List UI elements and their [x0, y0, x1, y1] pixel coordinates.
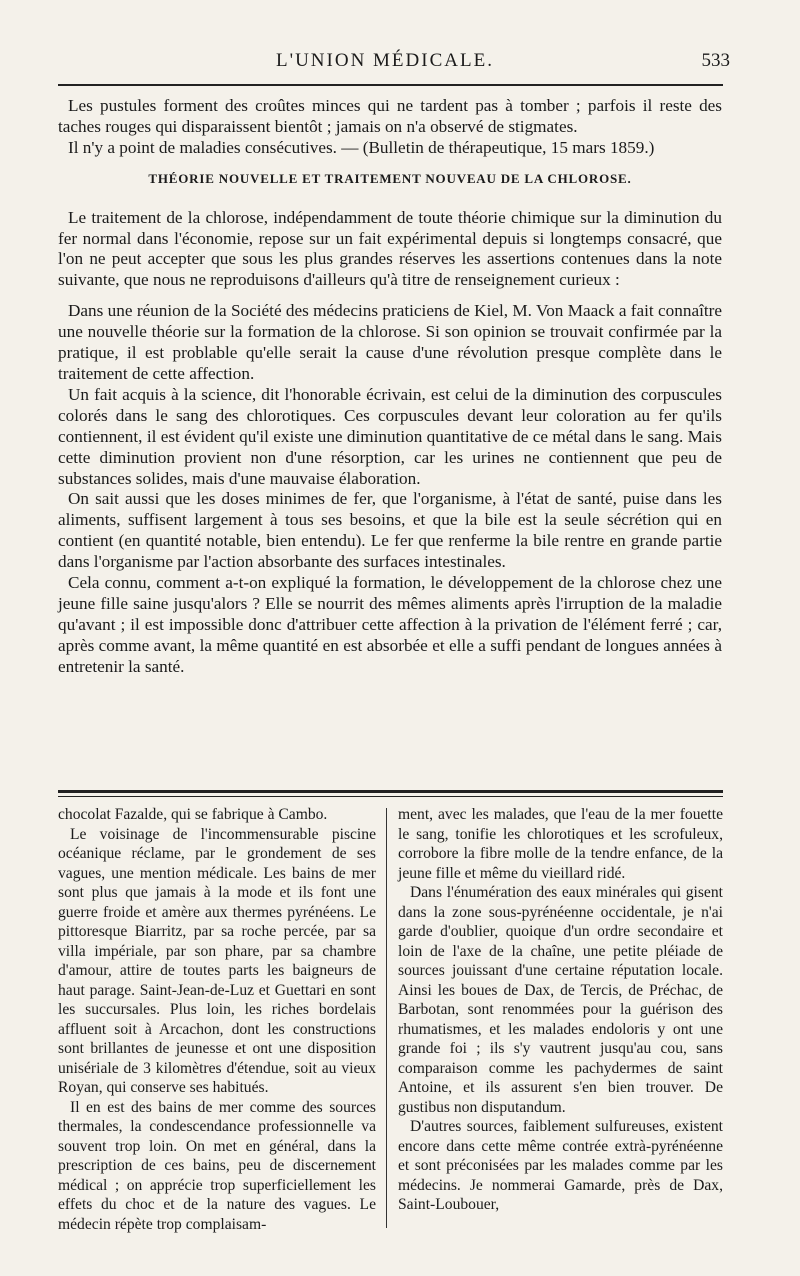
paragraph: On sait aussi que les doses minimes de fer, que l'organisme, à l'état de santé, puise dans les aliments, suffisent largement à tous ses besoins, et que la bile est la seule sécrétion qui en contient (en quantité notable, bien entendu). Le fer que renferme la bile rentre en grande partie dans l'organisme par l'action absorbante des surfaces intestinales.	[58, 489, 722, 572]
header-rule	[58, 84, 723, 86]
paragraph: Les pustules forment des croûtes minces qui ne tardent pas à tomber ; parfois il reste des taches rouges qui disparaissent bientôt ; jamais on n'a observé de stigmates.	[58, 96, 722, 136]
paragraph: Dans une réunion de la Société des médecins praticiens de Kiel, M. Von Maack a fait connaître une nouvelle théorie sur la formation de la chlorose. Si son opinion se trouvait confirmée par la pratique, il est problable qu'elle serait la cause d'une révolution presque complète dans le traitement de cette affection.	[58, 301, 722, 383]
feuilleton-rule-top	[58, 790, 723, 793]
paragraph: Le voisinage de l'incommensurable piscine océanique réclame, par le grondement de ses vagues, une mention médicale. Les bains de mer sont plus que jamais à la mode et ils font une guerre froide et amère aux thermes pyrénéens. Le pittoresque Biarritz, par sa roche percée, par sa villa impériale, par son phare, par sa chambre d'amour, attire de toutes parts les baigneurs de haut parage. Saint-Jean-de-Luz et Guettari en sont les succursales. Plus loin, les riches bordelais affluent soit à Arcachon, dont les constructions sont brillantes de jeunesse et ont une disposition unisériale de 3 kilomètres d'étendue, soit au vieux Royan, qui conserve ses habitués.	[58, 825, 376, 1096]
running-header	[40, 50, 730, 80]
feuilleton-left-column	[58, 805, 376, 1234]
paragraph: Il en est des bains de mer comme des sources thermales, la condescendance professionnelle va souvent trop loin. On met en général, dans la prescription de ces bains, peu de discernement médical ; on apprécie trop superficiellement les effets du choc et de la nature des vagues. Le médecin répète trop complaisam-	[58, 1098, 376, 1233]
upper-article	[58, 96, 722, 678]
feuilleton-rule-bottom	[58, 796, 723, 797]
page-number: 533	[701, 50, 730, 71]
feuilleton-right-column	[398, 805, 723, 1215]
paragraph: Un fait acquis à la science, dit l'honorable écrivain, est celui de la diminution des corpuscules colorés dans le sang des chlorotiques. Ces corpuscules devant leur coloration au fer qu'ils contiennent, il est évident qu'il existe une diminution quantitative de ce métal dans le sang. Mais cette diminution provient non d'une résorption, car les urines ne contiennent que peu de substances solides, mais d'une mauvaise élaboration.	[58, 384, 722, 488]
paragraph: Dans l'énumération des eaux minérales qui gisent dans la zone sous-pyrénéenne occidentale, je n'ai garde d'oublier, quoique d'un ordre secondaire et loin de l'axe de la chaîne, une petite pléiade de sources jouissant d'une certaine réputation locale. Ainsi les boues de Dax, de Tercis, de Préchac, de Barbotan, sont renommées pour la guérison des rhumatismes, et les malades endoloris y ont une grande foi ; ils s'y vautrent jusqu'au cou, sans comparaison comme les pachydermes de saint Antoine, et ils assurent s'en bien trouver. De gustibus non disputandum.	[398, 884, 723, 1116]
paragraph: ment, avec les malades, que l'eau de la mer fouette le sang, tonifie les chlorotiques et les scrofuleux, corrobore la fibre molle de la tendre enfance, de la jeune fille et même du vieillard ridé.	[398, 806, 723, 882]
paragraph: Il n'y a point de maladies consécutives. — (Bulletin de thérapeutique, 15 mars 1859.)	[68, 137, 655, 157]
paragraph: Cela connu, comment a-t-on expliqué la formation, le développement de la chlorose chez une jeune fille saine jusqu'alors ? Elle se nourrit des mêmes aliments après l'irruption de la maladie qu'avant ; il est impossible donc d'attribuer cette affection à la privation de l'élément ferré ; car, après comme avant, la même quantité en est absorbée et elle a suffi pendant de longues années à entretenir la santé.	[58, 573, 722, 676]
column-divider	[386, 808, 387, 1228]
paragraph: D'autres sources, faiblement sulfureuses, existent encore dans cette même contrée extrà-pyrénéenne et sont préconisées par les malades comme par les médecins. Je nommerai Gamarde, près de Dax, Saint-Loubouer,	[398, 1118, 723, 1213]
paragraph: chocolat Fazalde, qui se fabrique à Cambo.	[58, 806, 328, 823]
section-heading: THÉORIE NOUVELLE ET TRAITEMENT NOUVEAU DE LA CHLOROSE.	[148, 170, 632, 186]
paragraph: Le traitement de la chlorose, indépendamment de toute théorie chimique sur la diminution du fer normal dans l'économie, repose sur un fait expérimental depuis si longtemps consacré, que l'on ne peut accepter que sous les plus grandes réserves les assertions contenues dans la note suivante, que nous ne reproduisons d'ailleurs qu'à titre de renseignement curieux :	[58, 207, 722, 290]
journal-title: L'UNION MÉDICALE.	[276, 50, 494, 71]
